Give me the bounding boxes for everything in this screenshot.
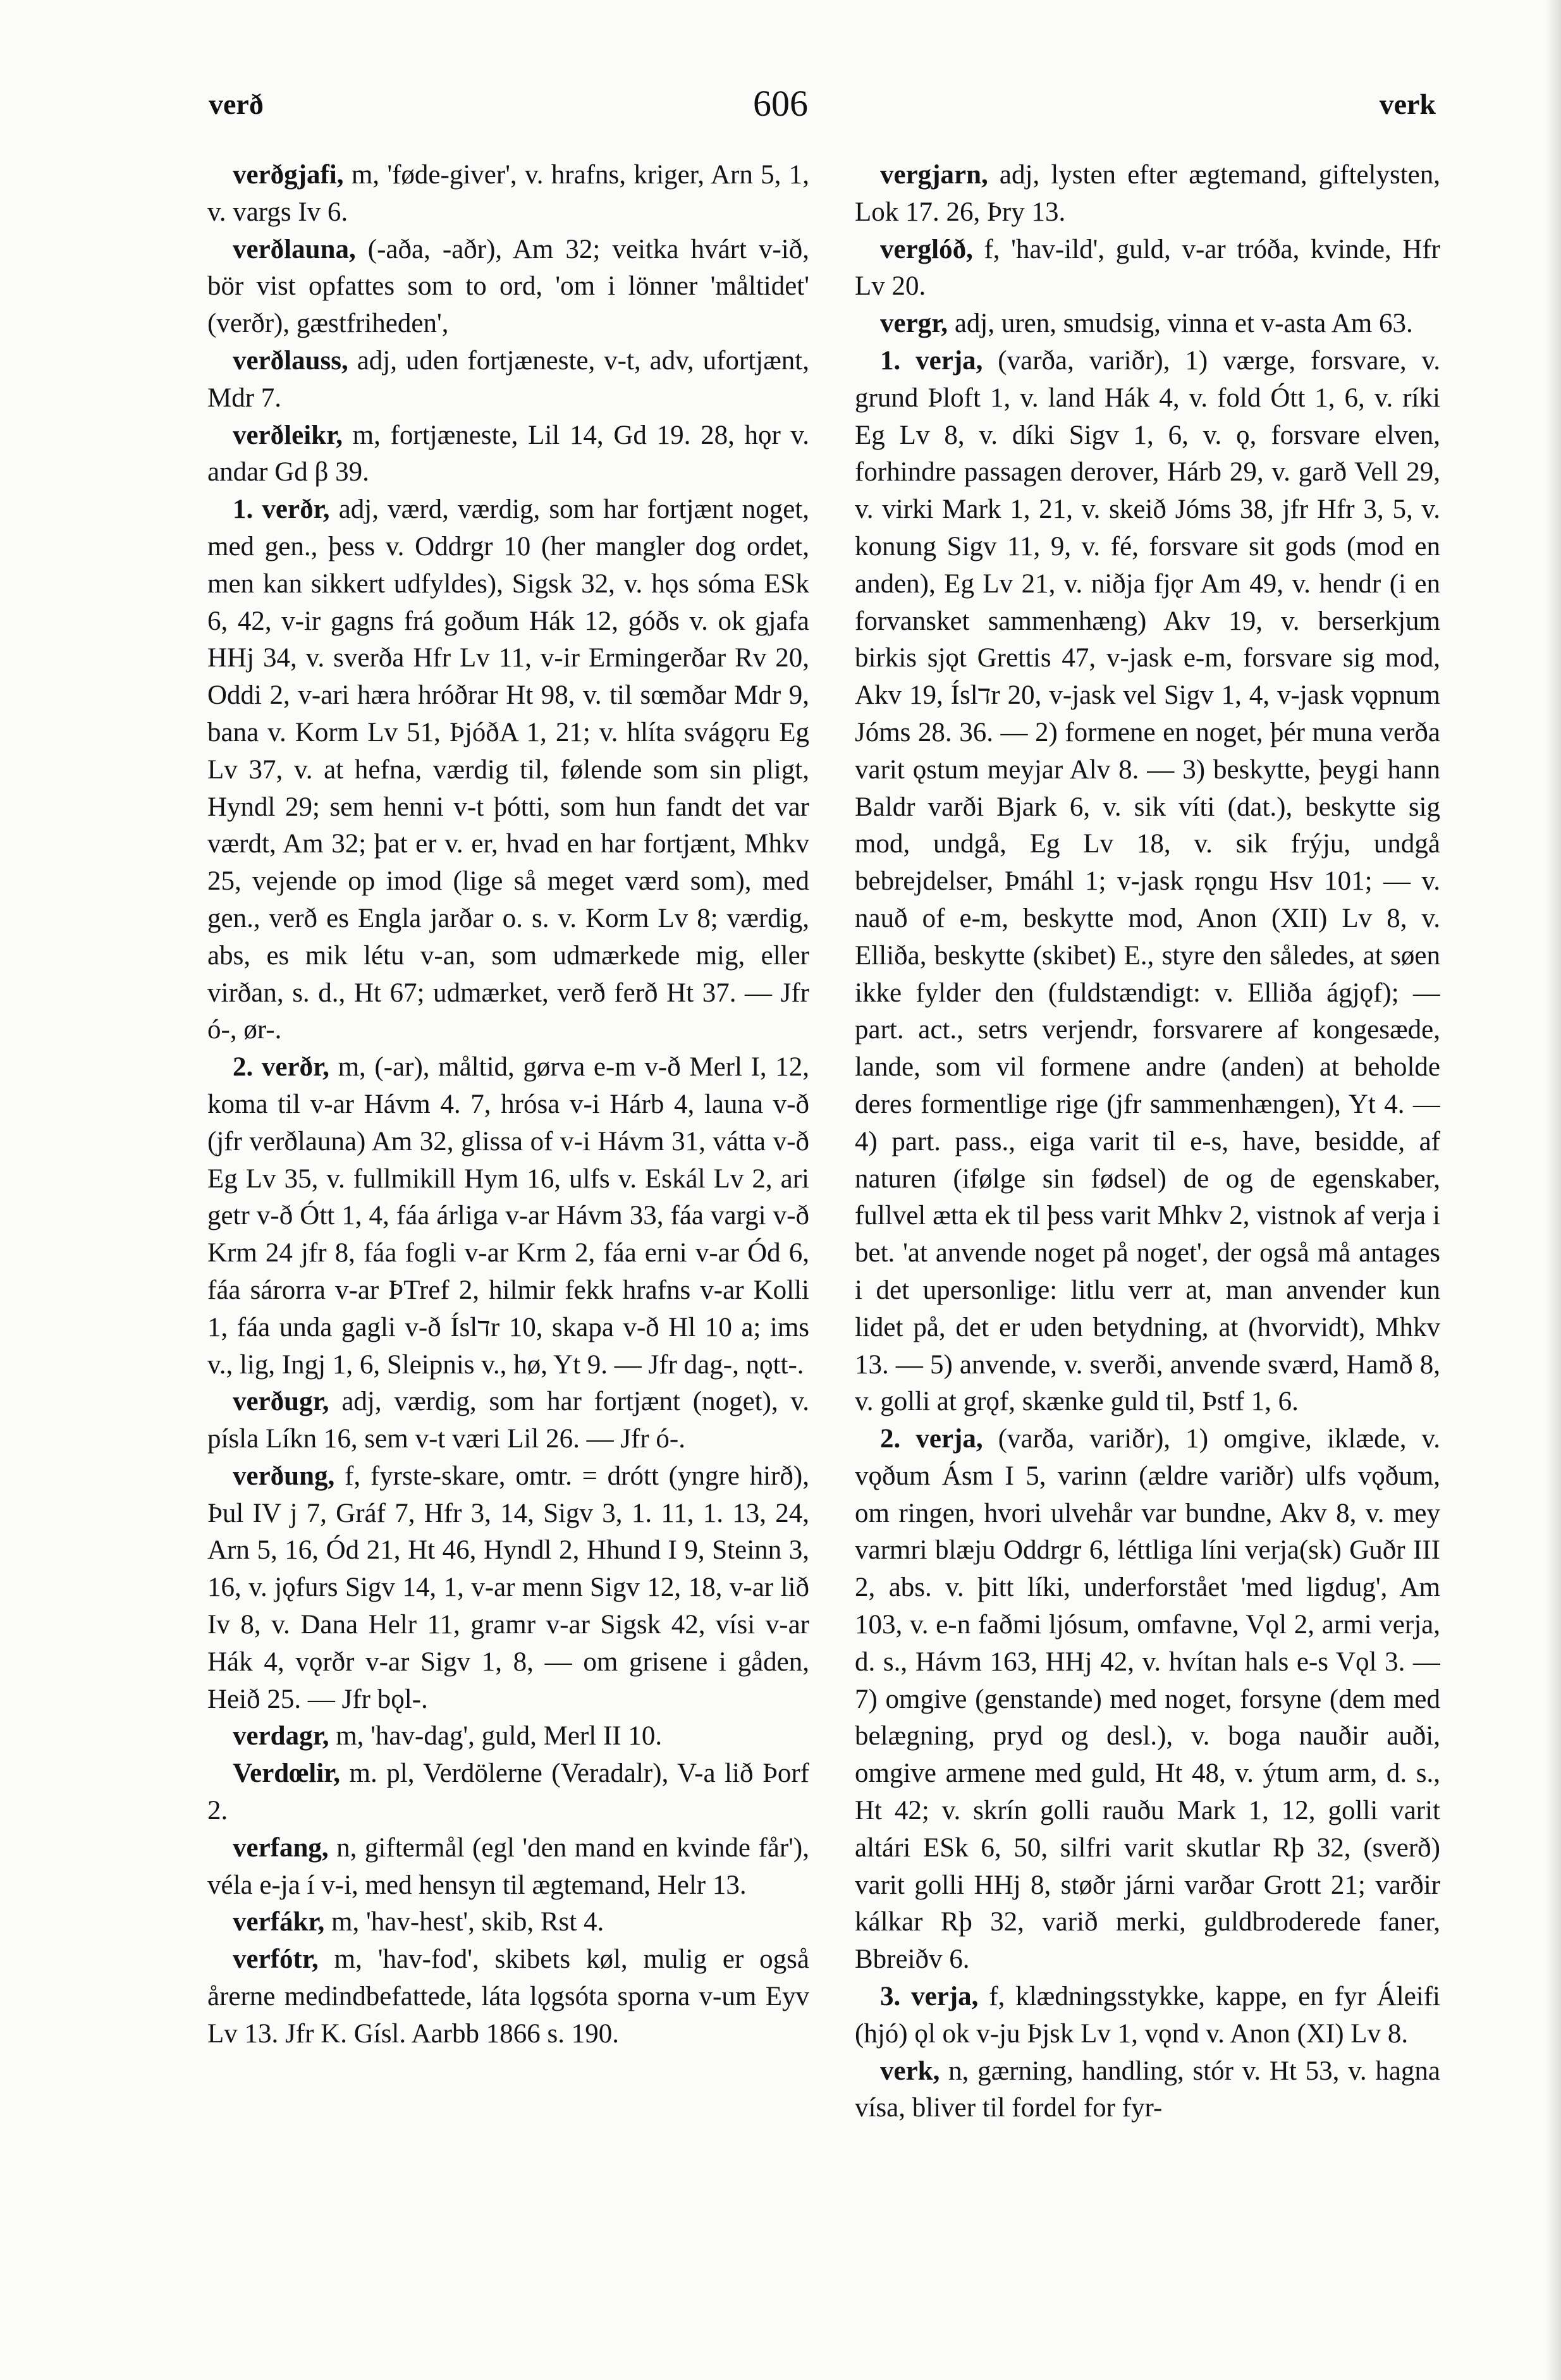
entry-body: adj, værd, værdig, som har fortjænt noget, med gen., þess v. Oddrgr 10 (her mangler dog ordet, men kan sikkert udfyldes), Sigsk 32, v. hǫs sóma ESk 6, 42, v-ir gagns frá goðum Hák 12, góðs v. ok gjafa HHj 34, v. sverða Hfr Lv 11, v-ir Ermingerðar Rv 20, Oddi 2, v-ari hæra hróðrar Ht 98, v. til sœmðar Mdr 9, bana v. Korm Lv 51, ÞjóðA 1, 21; v. hlíta svágǫru Eg Lv 37, v. at hefna, værdig til, følende som sin pligt, Hyndl 29; sem henni v-t þótti, som hun fandt det var værdt, Am 32; þat er v. er, hvad en har fortjænt, Mhkv 25, vejende op imod (lige så meget værd som), med gen., verð es Engla jarðar o. s. v. Korm Lv 8; værdig, abs, es mik létu v-an, som udmærkede mig, eller virðan, s. d., Ht 67; udmærket, verð ferð Ht 37. — Jfr ó-, ør-.: [207, 494, 809, 1045]
right-column: [855, 157, 1440, 2294]
page-edge-shadow: [1546, 0, 1561, 2380]
entry-body: (-aða, -aðr), Am 32; veitka hvárt v-ið, bör vist opfattes som to ord, 'om i lönner 'måltidet' (verðr), gæstfriheden',: [207, 234, 809, 339]
dictionary-entry: [207, 1904, 809, 1941]
entry-body: adj, uren, smudsig, vinna et v-asta Am 63.: [954, 309, 1413, 339]
header-left-guideword: verð: [209, 88, 264, 120]
headword: verðlauss,: [233, 345, 348, 376]
headword: verðung,: [233, 1461, 335, 1491]
dictionary-entry: [207, 491, 809, 1049]
headword: verglóð,: [880, 234, 973, 264]
dictionary-entry: [207, 1755, 809, 1830]
entry-body: f, klædningsstykke, kappe, en fyr Áleifi (hjó) ǫl ok v-ju Þjsk Lv 1, vǫnd v. Anon (XI) Lv 8.: [855, 1982, 1440, 2049]
headword: vergr,: [880, 309, 948, 339]
page-number: 606: [753, 83, 808, 124]
entry-body: m, 'hav-dag', guld, Merl II 10.: [336, 1721, 663, 1751]
headword: Verdœlir,: [233, 1758, 341, 1789]
entry-body: adj, værdig, som har fortjænt (noget), v. písla Líkn 16, sem v-t væri Lil 26. — Jfr ó-.: [207, 1387, 809, 1454]
headword: verðlauna,: [233, 234, 356, 264]
entry-body: n, giftermål (egl 'den mand en kvinde får'), véla e-ja í v-i, med hensyn til ægtemand, Helr 13.: [207, 1832, 809, 1900]
headword: 1. verðr,: [233, 494, 330, 525]
dictionary-entry: [855, 1421, 1440, 1978]
entry-body: n, gærning, handling, stór v. Ht 53, v. hagna vísa, bliver til fordel for fyr-: [855, 2056, 1440, 2123]
headword: verðleikr,: [233, 420, 343, 450]
dictionary-entry: [207, 1049, 809, 1383]
left-column: [207, 157, 809, 2294]
dictionary-entry: [855, 305, 1440, 343]
entry-body: m, 'hav-hest', skib, Rst 4.: [331, 1907, 604, 1937]
entry-body: (varða, variðr), 1) omgive, iklæde, v. vǫðum Ásm I 5, varinn (ældre variðr) ulfs vǫðum, om ringen, hvori ulvehår var bundne, Akv 8, v. mey varmri blæju Oddrgr 6, léttliga líni verja(sk) Guðr III 2, abs. v. þitt líki, underforstået 'med ligdug', Am 103, v. e-n faðmi ljósum, omfavne, Vǫl 2, armi verja, d. s., Hávm 163, HHj 42, v. hvítan hals e-s Vǫl 3. — 7) omgive (genstande) med noget, forsyne (dem med belægning, pryd og desl.), v. boga nauðir auði, omgive armene med guld, Ht 48, v. ýtum arm, d. s., Ht 42; v. skrín golli rauðu Mark 1, 12, golli varit altári ESk 6, 50, silfri varit skutlar Rþ 32, (sverð) varit golli HHj 8, støðr járni varðar Grott 21; varðir kálkar Rþ 32, varið merki, guldbroderede faner, Bbreiðv 6.: [855, 1424, 1440, 1975]
headword: 3. verja,: [880, 1982, 979, 2012]
entry-body: adj, lysten efter ægtemand, giftelysten, Lok 17. 26, Þry 13.: [855, 160, 1440, 227]
entry-body: m, fortjæneste, Lil 14, Gd 19. 28, hǫr v. andar Gd β 39.: [207, 420, 809, 488]
headword: 1. verja,: [880, 345, 983, 376]
headword: verðugr,: [233, 1387, 329, 1417]
headword: 2. verja,: [880, 1424, 983, 1454]
dictionary-entry: [855, 2053, 1440, 2128]
dictionary-entry: [207, 1458, 809, 1719]
headword: vergjarn,: [880, 160, 988, 190]
entry-body: f, fyrste-skare, omtr. = drótt (yngre hirð), Þul IV j 7, Gráf 7, Hfr 3, 14, Sigv 3, 1. 11, 1. 13, 24, Arn 5, 16, Ód 21, Ht 46, Hyndl 2, Hhund I 9, Steinn 3, 16, v. jǫfurs Sigv 14, 1, v-ar menn Sigv 12, 18, v-ar lið Iv 8, v. Dana Helr 11, gramr v-ar Sigsk 42, vísi v-ar Hák 4, vǫrðr v-ar Sigv 1, 8, — om grisene i gåden, Heið 25. — Jfr bǫl-.: [207, 1461, 809, 1714]
headword: verdagr,: [233, 1721, 329, 1751]
dictionary-entry: [207, 1718, 809, 1755]
entry-body: m, 'føde-giver', v. hrafns, kriger, Arn 5, 1, v. vargs Iv 6.: [207, 160, 809, 227]
header-right-guideword: verk: [1379, 88, 1436, 120]
headword: 2. verðr,: [233, 1052, 329, 1083]
headword: verfákr,: [233, 1907, 325, 1937]
dictionary-entry: [855, 231, 1440, 306]
entry-body: (varða, variðr), 1) værge, forsvare, v. grund Þloft 1, v. land Hák 4, v. fold Ótt 1, 6, v. ríki Eg Lv 8, v. díki Sigv 1, 6, v. ǫ, forsvare elven, forhindre passagen derover, Hárb 29, v. garð Vell 29, v. virki Mark 1, 21, v. skeið Jóms 38, jfr Hfr 3, 5, v. konung Sigv 11, 9, v. fé, forsvare sit gods (mod en anden), Eg Lv 21, v. niðja fjǫr Am 49, v. hendr (i en forvansket sammenhæng) Akv 19, v. berserkjum birkis sjǫt Grettis 47, v-jask e-m, forsvare sig mod, Akv 19, Íslדr 20, v-jask vel Sigv 1, 4, v-jask vǫpnum Jóms 28. 36. — 2) formene en noget, þér muna verða varit ǫstum meyjar Alv 8. — 3) beskytte, þeygi hann Baldr varði Bjark 6, v. sik víti (dat.), beskytte sig mod, undgå, Eg Lv 18, v. sik frýju, undgå bebrejdelser, Þmáhl 1; v-jask rǫngu Hsv 101; — v. nauð of e-m, beskytte mod, Anon (XII) Lv 8, v. Elliða, beskytte (skibet) E., styre den således, at søen ikke fylder den (fuldstændigt: v. Elliða ágjǫf); — part. act., setrs verjendr, forsvarere af kongesæde, lande, som vil formene andre (anden) at beholde deres formentlige rige (jfr sammenhængen), Yt 4. — 4) part. pass., eiga varit til e-s, have, besidde, af naturen (ifølge sin fødsel) de og de egenskaber, fullvel ætta ek til þess varit Mhkv 2, vistnok af verja i bet. 'at anvende noget på noget', der også må antages i det upersonlige: litlu verr at, man anvender kun lidet på, det er uden betydning, at (hvorvidt), Mhkv 13. — 5) anvende, v. sverði, anvende sværd, Hamð 8, v. golli at grǫf, skænke guld til, Þstf 1, 6.: [855, 345, 1440, 1417]
headword: verfang,: [233, 1832, 329, 1863]
headword: verk,: [880, 2056, 940, 2086]
dictionary-entry: [207, 1830, 809, 1905]
headword: verðgjafi,: [233, 160, 344, 190]
dictionary-entry: [855, 157, 1440, 231]
entry-body: m. pl, Verdölerne (Veradalr), V-a lið Þorf 2.: [207, 1758, 809, 1826]
entry-body: f, 'hav-ild', guld, v-ar tróða, kvinde, Hfr Lv 20.: [855, 234, 1440, 302]
dictionary-entry: [855, 343, 1440, 1421]
headword: verfótr,: [233, 1944, 319, 1975]
entry-body: m, (-ar), måltid, gørva e-m v-ð Merl I, 12, koma til v-ar Hávm 4. 7, hrósa v-i Hárb 4, launa v-ð (jfr verðlauna) Am 32, glissa of v-i Hávm 31, vátta v-ð Eg Lv 35, v. fullmikill Hym 16, ulfs v. Eskál Lv 2, ari getr v-ð Ótt 1, 4, fáa árliga v-ar Hávm 33, fáa vargi v-ð Krm 24 jfr 8, fáa fogli v-ar Krm 2, fáa erni v-ar Ód 6, fáa sárorra v-ar ÞTref 2, hilmir fekk hrafns v-ar Kolli 1, fáa unda gagli v-ð Íslדr 10, skapa v-ð Hl 10 a; ims v., lig, Ingj 1, 6, Sleipnis v., hø, Yt 9. — Jfr dag-, nǫtt-.: [207, 1052, 809, 1380]
dictionary-entry: [207, 343, 809, 417]
entry-body: adj, uden fortjæneste, v-t, adv, ufortjænt, Mdr 7.: [207, 345, 809, 413]
dictionary-entry: [207, 157, 809, 231]
dictionary-entry: [207, 1383, 809, 1458]
entry-body: m, 'hav-fod', skibets køl, mulig er også årerne medindbefattede, láta lǫgsóta sporna v-um Eyv Lv 13. Jfr K. Gísl. Aarbb 1866 s. 190.: [207, 1944, 809, 2049]
dictionary-entry: [207, 231, 809, 343]
dictionary-entry: [855, 1978, 1440, 2053]
dictionary-entry: [207, 417, 809, 492]
dictionary-entry: [207, 1941, 809, 2052]
